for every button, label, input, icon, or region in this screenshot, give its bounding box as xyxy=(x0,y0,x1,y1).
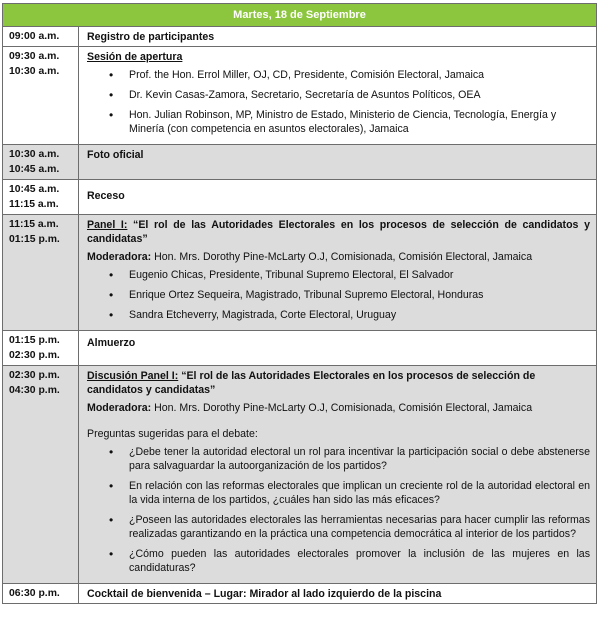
moderator-label: Moderadora: xyxy=(87,402,152,414)
list-item: • ¿Debe tener la autoridad electoral un rol para incentivar la participación social o debe abstenerse para salvaguardar la autoorganización de los partidos? xyxy=(87,445,590,473)
panel-title: “El rol de las Autoridades Electorales en los procesos de selección de candidatos y candidatas” xyxy=(87,219,590,245)
agenda-date-header: Martes, 18 de Septiembre xyxy=(3,4,596,27)
content-cell xyxy=(79,180,596,214)
list-item: • En relación con las reformas electorales que implican un creciente rol de la autoridad electoral en la vida interna de los partidos, ¿cuáles han sido las más eficaces? xyxy=(87,479,590,507)
agenda-row-registro xyxy=(3,27,596,47)
moderator-label: Moderadora: xyxy=(87,251,152,263)
agenda-row-almuerzo xyxy=(3,331,596,366)
list-item: • Eugenio Chicas, Presidente, Tribunal Supremo Electoral, El Salvador xyxy=(87,268,590,282)
agenda-row-panel-1 xyxy=(3,215,596,331)
session-title: Almuerzo xyxy=(87,337,136,349)
start-time: 09:30 a.m. xyxy=(9,51,60,62)
start-time: 10:30 a.m. xyxy=(9,149,60,160)
start-time: 09:00 a.m. xyxy=(9,31,60,42)
content-cell xyxy=(79,584,596,603)
agenda-table xyxy=(2,3,597,604)
session-title xyxy=(87,369,590,397)
start-time: 06:30 p.m. xyxy=(9,588,60,599)
list-item: • ¿Poseen las autoridades electorales las herramientas necesarias para hacer cumplir las reformas realizadas garantizando en la práctica una competencia democrática al interior de los partidos? xyxy=(87,513,590,541)
list-item: • Prof. the Hon. Errol Miller, OJ, CD, Presidente, Comisión Electoral, Jamaica xyxy=(87,68,590,82)
panel-title: “El rol de las Autoridades Electorales en los procesos de selección de candidatos y candidatas” xyxy=(87,370,536,396)
content-cell xyxy=(79,366,596,583)
panel-label: Panel I: xyxy=(87,219,128,231)
end-time: 10:45 a.m. xyxy=(9,164,60,175)
list-item: • Sandra Etcheverry, Magistrada, Corte Electoral, Uruguay xyxy=(87,308,590,322)
panel-label: Discusión Panel I: xyxy=(87,370,179,382)
content-cell xyxy=(79,145,596,179)
content-cell xyxy=(79,27,596,46)
list-item: • Enrique Ortez Sequeira, Magistrado, Tribunal Supremo Electoral, Honduras xyxy=(87,288,590,302)
moderator-name: Hon. Mrs. Dorothy Pine-McLarty O.J, Comisionada, Comisión Electoral, Jamaica xyxy=(151,402,533,414)
start-time: 01:15 p.m. xyxy=(9,335,60,346)
session-title: Cocktail de bienvenida – Lugar: Mirador al lado izquierdo de la piscina xyxy=(87,588,442,600)
session-title: Receso xyxy=(87,190,125,202)
end-time: 11:15 a.m. xyxy=(9,199,59,210)
time-cell xyxy=(3,27,79,46)
time-cell xyxy=(3,215,79,330)
content-cell xyxy=(79,331,596,365)
end-time: 10:30 a.m. xyxy=(9,66,60,77)
question-list xyxy=(87,445,590,575)
list-item: • Dr. Kevin Casas-Zamora, Secretario, Secretaría de Asuntos Políticos, OEA xyxy=(87,88,590,102)
end-time: 01:15 p.m. xyxy=(9,234,60,245)
time-cell xyxy=(3,366,79,583)
moderator-name: Hon. Mrs. Dorothy Pine-McLarty O.J, Comisionada, Comisión Electoral, Jamaica xyxy=(151,251,533,263)
session-title: Sesión de apertura xyxy=(87,51,183,63)
content-cell xyxy=(79,215,596,330)
content-cell xyxy=(79,47,596,144)
list-item: • Hon. Julian Robinson, MP, Ministro de Estado, Ministerio de Ciencia, Tecnología, Energía y Minería (con competencia en asuntos electorales), Jamaica xyxy=(87,108,590,136)
agenda-row-apertura xyxy=(3,47,596,145)
end-time: 02:30 p.m. xyxy=(9,350,60,361)
agenda-row-cocktail xyxy=(3,584,596,603)
agenda-row-foto xyxy=(3,145,596,180)
time-cell xyxy=(3,180,79,214)
speaker-list xyxy=(87,68,590,136)
list-item: • ¿Cómo pueden las autoridades electorales promover la inclusión de las mujeres en las candidaturas? xyxy=(87,547,590,575)
session-title: Registro de participantes xyxy=(87,31,215,43)
end-time: 04:30 p.m. xyxy=(9,385,60,396)
questions-intro: Preguntas sugeridas para el debate: xyxy=(87,428,258,440)
agenda-row-discusion xyxy=(3,366,596,584)
moderator-line xyxy=(87,401,590,415)
session-title xyxy=(87,218,590,246)
start-time: 10:45 a.m. xyxy=(9,184,60,195)
time-cell xyxy=(3,145,79,179)
start-time: 02:30 p.m. xyxy=(9,370,60,381)
agenda-row-receso xyxy=(3,180,596,215)
moderator-line xyxy=(87,250,590,264)
panelist-list xyxy=(87,268,590,322)
start-time: 11:15 a.m. xyxy=(9,219,59,230)
time-cell xyxy=(3,331,79,365)
time-cell xyxy=(3,47,79,144)
session-title: Foto oficial xyxy=(87,149,144,161)
time-cell xyxy=(3,584,79,603)
